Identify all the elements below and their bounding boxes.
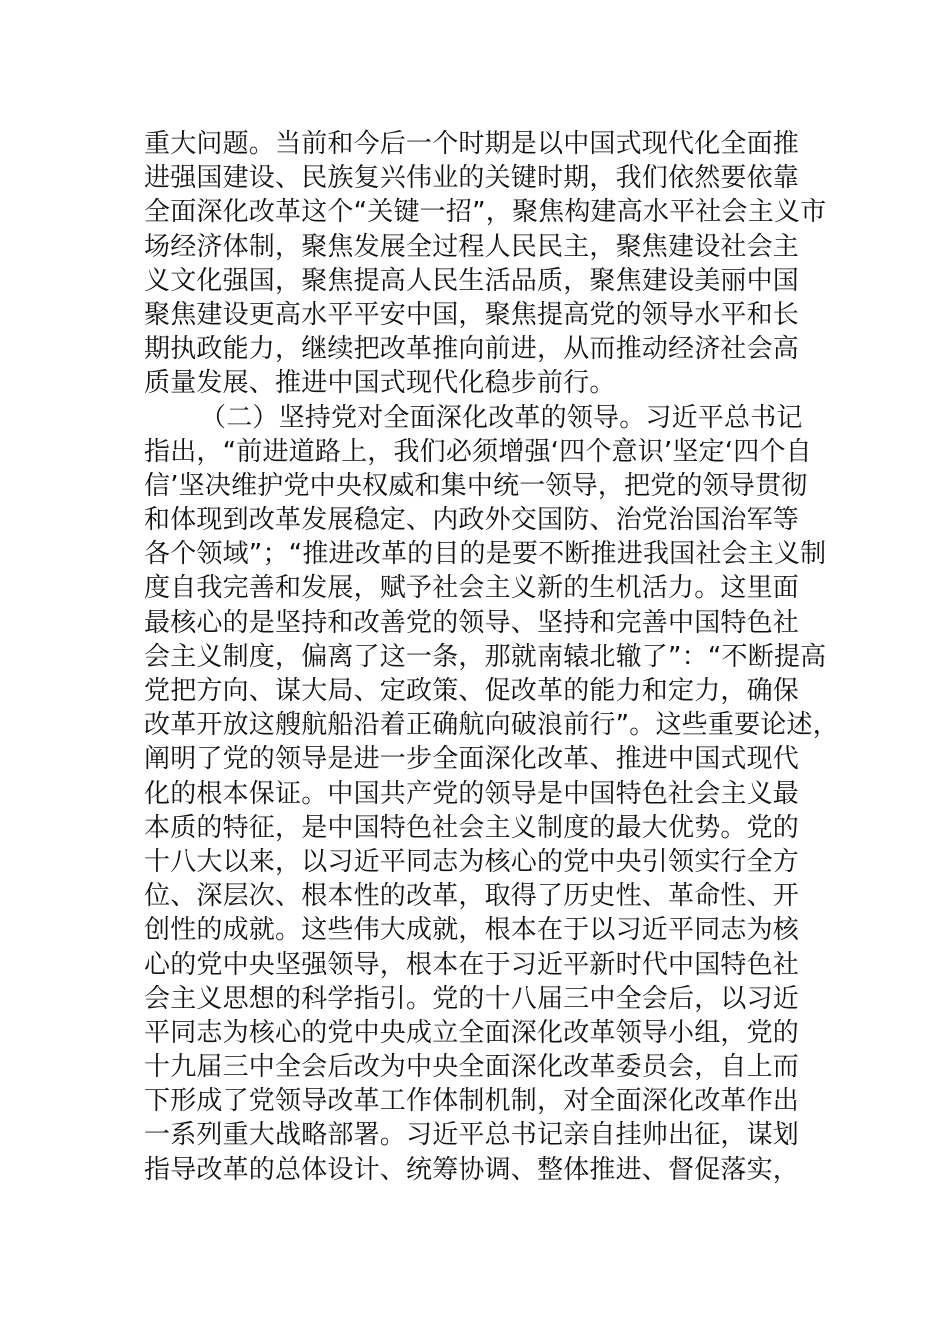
text-line: 阐明了党的领导是进一步全面深化改革、推进中国式现代 [144,744,800,775]
text-line: 最核心的是坚持和改善党的领导、坚持和完善中国特色社 [144,607,800,638]
text-line: 信’坚决维护党中央权威和集中统一领导，把党的领导贯彻 [144,470,808,501]
text-line: 位、深层次、根本性的改革，取得了历史性、革命性、开 [144,881,800,912]
text-line: 改革开放这艘航船沿着正确航向破浪前行”。这些重要论述， [144,710,839,741]
text-line: 义文化强国，聚焦提高人民生活品质，聚焦建设美丽中国 [144,265,800,296]
text-line: 聚焦建设更高水平平安中国，聚焦提高党的领导水平和长 [144,299,800,330]
section-heading-line: （二）坚持党对全面深化改革的领导。习近平总书记 [200,402,803,433]
text-line: 和体现到改革发展稳定、内政外交国防、治党治国治军等 [144,505,800,536]
text-line: 本质的特征，是中国特色社会主义制度的最大优势。党的 [144,812,800,843]
text-line: 十八大以来，以习近平同志为核心的党中央引领实行全方 [144,846,800,877]
text-line: 度自我完善和发展，赋予社会主义新的生机活力。这里面 [144,573,800,604]
text-line: 创性的成就。这些伟大成就，根本在于以习近平同志为核 [144,915,800,946]
text-line: 全面深化改革这个“关键一招”，聚焦构建高水平社会主义市 [144,197,827,228]
text-line: 心的党中央坚强领导，根本在于习近平新时代中国特色社 [144,949,800,980]
body-text [144,127,844,1187]
text-line: 党把方向、谋大局、定政策、促改革的能力和定力，确保 [144,676,800,706]
text-line: 会主义思想的科学指引。党的十八届三中全会后，以习近 [144,983,800,1014]
text-line: 场经济体制，聚焦发展全过程人民民主，聚焦建设社会主 [144,231,800,262]
text-line: 平同志为核心的党中央成立全面深化改革领导小组，党的 [144,1017,800,1048]
text-line: 质量发展、推进中国式现代化稳步前行。 [144,368,616,399]
text-line: 十九届三中全会后改为中央全面深化改革委员会，自上而 [144,1052,800,1083]
text-line: 一系列重大战略部署。习近平总书记亲自挂帅出征，谋划 [144,1120,800,1151]
text-line: 重大问题。当前和今后一个时期是以中国式现代化全面推 [144,129,800,159]
text-line: 下形成了党领导改革工作体制机制，对全面深化改革作出 [144,1086,800,1117]
text-line: 指导改革的总体设计、统筹协调、整体推进、督促落实， [144,1154,800,1185]
text-line: 进强国建设、民族复兴伟业的关键时期，我们依然要依靠 [144,163,800,194]
text-line: 化的根本保证。中国共产党的领导是中国特色社会主义最 [144,778,800,809]
text-line: 各个领域”；“推进改革的目的是要不断推进我国社会主义制 [144,539,827,570]
text-line: 会主义制度，偏离了这一条，那就南辕北辙了”：“不断提高 [144,641,827,672]
text-line: 指出，“前进道路上，我们必须增强‘四个意识’坚定‘四个自 [144,436,812,467]
text-line: 期执政能力，继续把改革推向前进，从而推动经济社会高 [144,334,800,365]
